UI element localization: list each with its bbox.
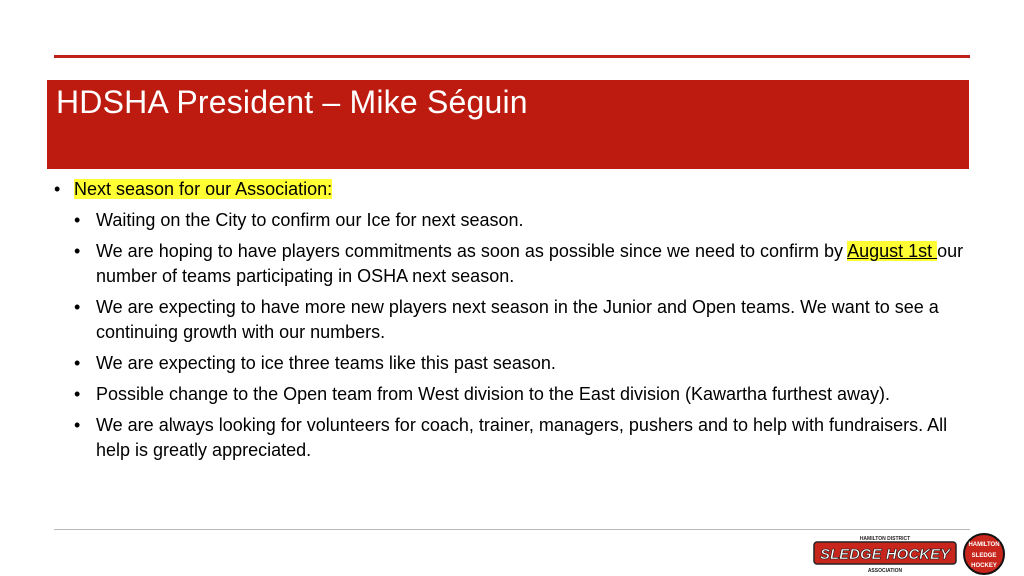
bottom-divider [54,529,970,530]
logo-top-text: HAMILTON DISTRICT [859,536,911,542]
sub-bullet-text: Possible change to the Open team from West division to the East division (Kawartha furthest away). [96,384,891,404]
title-band [47,80,969,169]
sub-bullet [74,239,964,289]
heading-bullet [54,177,964,202]
bullet-marker: • [74,210,81,230]
bullet-marker: • [74,415,81,435]
sub-bullet-text [96,239,964,289]
slide-title: HDSHA President – Mike Séguin [56,84,528,120]
top-divider [54,55,970,58]
bullet-marker: • [74,353,81,373]
logo-emblem-top: HAMILTON [968,542,1000,548]
bullet-marker: • [74,241,81,261]
bullet-marker: • [54,179,61,199]
logo-main-text: SLEDGE HOCKEY [819,546,951,563]
heading-text: Next season for our Association: [74,179,333,199]
sub-bullet-text: We are expecting to have more new players next season in the Junior and Open teams. We want to see a continuing growth with our numbers. [96,297,939,342]
slide-content [54,177,964,463]
sub-bullet-text: Waiting on the City to confirm our Ice for next season. [96,210,524,230]
sub-bullet-text: We are expecting to ice three teams like this past season. [96,353,556,373]
logo-emblem-bottom: HOCKEY [971,563,997,569]
sub-bullet-text: We are always looking for volunteers for coach, trainer, managers, pushers and to help with fundraisers. All help is greatly appreciated. [96,415,948,460]
logo-bottom-text: ASSOCIATION [867,568,903,574]
highlighted-date: August 1st [847,241,938,261]
sub-bullet-text-part: We are hoping to have players commitments as soon as possible since we need to confirm by [96,241,848,261]
sub-bullet-text-part: our number of teams participating in OSHA next season. [96,241,964,286]
sledge-hockey-logo [812,532,1012,576]
sub-bullet [74,295,964,345]
sub-bullet [74,382,964,407]
sub-bullet [74,208,964,233]
logo-emblem-mid: SLEDGE [971,553,997,559]
bullet-marker: • [74,297,81,317]
sub-bullet [74,351,964,376]
bullet-marker: • [74,384,81,404]
sub-bullet [74,413,964,463]
